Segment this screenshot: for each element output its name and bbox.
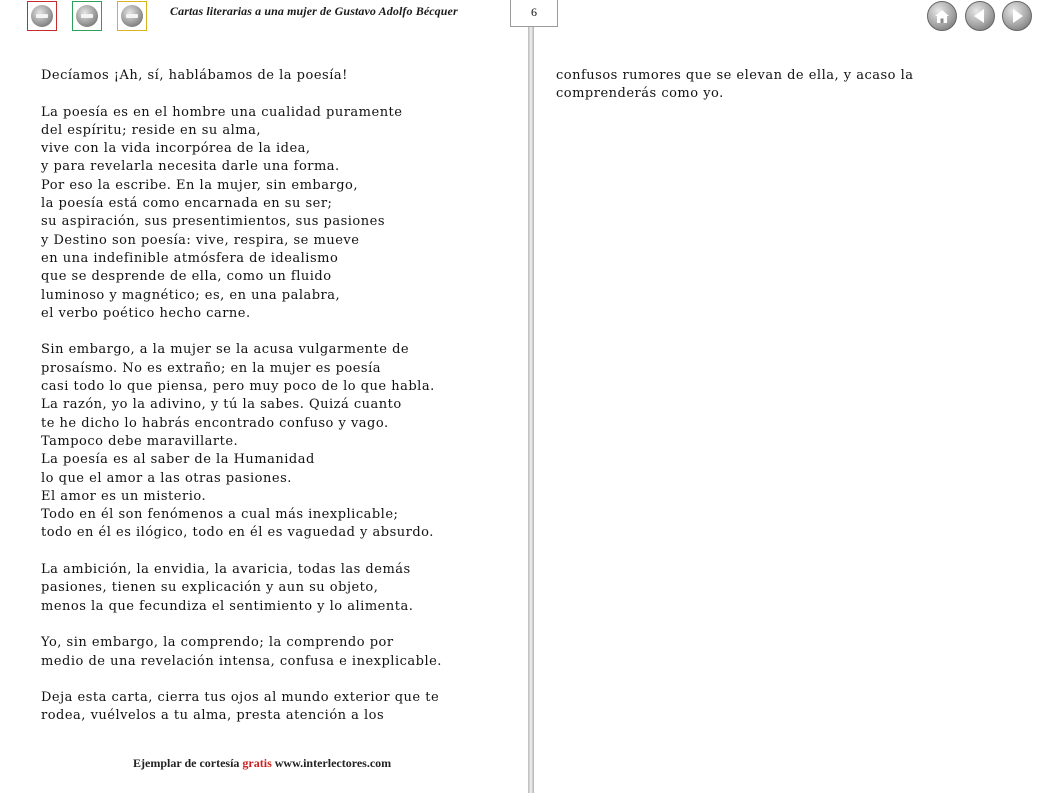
- text-line: que se desprende de ella, como un fluido: [41, 269, 332, 285]
- text-line: lo que el amor a las otras pasiones.: [41, 470, 292, 486]
- arrow-left-icon: [966, 2, 994, 30]
- text-line: menos la que fecundiza el sentimiento y lo alimenta.: [41, 598, 414, 614]
- minus-icon: [31, 5, 53, 27]
- text-line: La poesía es al saber de la Humanidad: [41, 452, 315, 468]
- text-line: prosaísmo. No es extraño; en la mujer es poesía: [41, 360, 381, 376]
- next-page-button[interactable]: [1002, 1, 1032, 31]
- text-line: confusos rumores que se elevan de ella, y acaso la: [556, 68, 914, 83]
- red-window-button[interactable]: [27, 1, 57, 31]
- footer-prefix: Ejemplar de cortesía: [133, 756, 240, 770]
- text-line: Yo, sin embargo, la comprendo; la comprendo por: [41, 635, 394, 651]
- text-line: del espíritu; reside en su alma,: [41, 122, 262, 138]
- text-line: te he dicho lo habrás encontrado confuso y vago.: [41, 415, 389, 431]
- document-title: Cartas literarias a una mujer de Gustavo Adolfo Bécquer: [170, 4, 458, 18]
- home-button[interactable]: [927, 1, 957, 31]
- paragraph: [41, 561, 442, 616]
- text-line: Todo en él son fenómenos a cual más inexplicable;: [41, 507, 399, 523]
- home-icon: [928, 2, 956, 30]
- text-line: rodea, vuélvelos a tu alma, presta atención a los: [41, 708, 385, 724]
- text-line: su aspiración, sus presentimientos, sus pasiones: [41, 214, 385, 230]
- text-line: pasiones, tienen su explicación y aun su objeto,: [41, 580, 379, 596]
- text-line: y Destino son poesía: vive, respira, se mueve: [41, 232, 360, 248]
- text-line: medio de una revelación intensa, confusa e inexplicable.: [41, 653, 442, 669]
- text-line: vive con la vida incorpórea de la idea,: [41, 141, 311, 157]
- paragraph: [41, 67, 442, 85]
- text-line: luminoso y magnético; es, en una palabra,: [41, 287, 341, 303]
- page-number: 6: [510, 0, 558, 27]
- text-line: Tampoco debe maravillarte.: [41, 433, 239, 449]
- paragraph: [41, 104, 442, 324]
- text-line: Sin embargo, a la mujer se la acusa vulgarmente de: [41, 342, 410, 358]
- page-divider: [528, 27, 534, 793]
- arrow-right-icon: [1003, 2, 1031, 30]
- text-line: y para revelarla necesita darle una forma.: [41, 159, 340, 175]
- text-line: La razón, yo la adivino, y tú la sabes. Quizá cuanto: [41, 397, 402, 413]
- paragraph: [41, 689, 442, 726]
- paragraph: [41, 341, 442, 542]
- text-line: El amor es un misterio.: [41, 488, 207, 504]
- text-line: La ambición, la envidia, la avaricia, todas las demás: [41, 562, 411, 578]
- paragraph: [41, 634, 442, 671]
- minus-icon: [76, 5, 98, 27]
- previous-page-button[interactable]: [965, 1, 995, 31]
- footer-url[interactable]: www.interlectores.com: [274, 756, 392, 770]
- footer-highlight: gratis: [242, 756, 272, 770]
- text-line: comprenderás como yo.: [556, 86, 724, 102]
- text-line: Deja esta carta, cierra tus ojos al mundo exterior que te: [41, 690, 440, 706]
- left-text-column: [41, 67, 442, 726]
- minus-icon: [121, 5, 143, 27]
- text-line: Por eso la escribe. En la mujer, sin embargo,: [41, 177, 358, 193]
- paragraph: [556, 67, 914, 104]
- text-line: todo en él es ilógico, todo en él es vaguedad y absurdo.: [41, 525, 434, 541]
- green-window-button[interactable]: [72, 1, 102, 31]
- right-text-column: [556, 67, 914, 104]
- text-line: Decíamos ¡Ah, sí, hablábamos de la poesía!: [41, 68, 348, 83]
- text-line: el verbo poético hecho carne.: [41, 305, 251, 321]
- text-line: La poesía es en el hombre una cualidad puramente: [41, 104, 403, 120]
- text-line: en una indefinible atmósfera de idealismo: [41, 250, 339, 266]
- text-line: casi todo lo que piensa, pero muy poco de lo que habla.: [41, 379, 435, 395]
- text-line: la poesía está como encarnada en su ser;: [41, 196, 333, 212]
- yellow-window-button[interactable]: [117, 1, 147, 31]
- footer: [133, 756, 391, 771]
